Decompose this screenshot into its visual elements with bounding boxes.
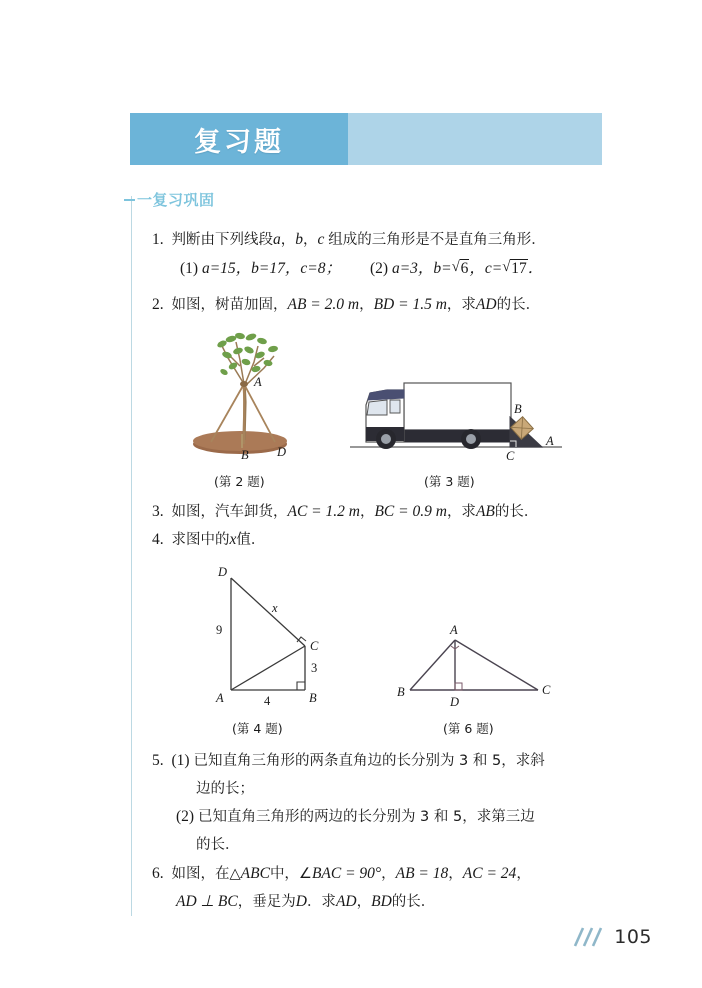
figure-6-label-a: A [450,623,458,637]
figure-3-label-c: C [506,449,515,463]
problem-4-text-2: 值． [236,532,266,548]
figure-3-truck [346,365,566,470]
page-footer [569,926,652,948]
figure-4-value-x: x [272,601,278,615]
footer-stripes-icon [569,926,605,948]
problem-5-sub-2 [176,805,535,829]
problem-5-number: 5. [152,752,164,769]
problem-6-number: 6. [152,865,164,882]
problem-6-line-1-e: ， [381,866,396,882]
left-margin-rule [131,196,132,916]
problem-2-math-2: BD = 1.5 m [373,296,447,313]
problem-6-line-2-f: ， [356,894,372,910]
figure-2-label-d: D [277,445,287,459]
problem-1-sub-1-c: c=8； [300,260,341,277]
problem-6-line-2-h: 的长． [391,894,436,910]
problem-3 [152,500,538,524]
problem-6-line-1-b: ABC [240,865,270,882]
figure-4-label-d: D [218,565,228,579]
tree-foliage [216,332,278,376]
problem-2-text-1: 如图，树苗加固， [171,297,288,313]
problem-1-sub-2-b-post: ， [469,260,485,277]
problem-5-sub-2-label: (2) [176,808,195,825]
figure-6-label-c: C [542,683,551,697]
problem-3-text-1: 如图，汽车卸货， [171,504,288,520]
figure-4-value-ad: 9 [216,623,223,637]
problem-5 [152,749,545,773]
figure-4-label-a: A [216,691,224,705]
right-angle-mark-b [297,682,305,690]
problem-3-text-2: ， [359,504,375,520]
segment-ac [231,646,305,690]
problem-1-sub-2-a: a=3， [391,260,434,277]
right-angle-mark-d [455,683,462,690]
problem-1-comma-2: ， [303,232,318,248]
problem-6-line-2-d: ．求 [306,894,336,910]
problem-3-math-1: AC = 1.2 m [287,503,360,520]
problem-6-line-2-a: AD ⊥ BC [176,893,238,910]
problem-1-stem-a: 判断由下列线段 [171,232,273,248]
problem-5-sub-1-label: (1) [171,752,190,769]
problem-3-text-4: 的长． [494,504,539,520]
figure-2-caption: (第 2 题) [214,474,265,489]
figure-4-value-ab: 4 [264,694,271,708]
cargo-underbody [404,430,511,442]
problem-6-line-1-a: 如图，在△ [171,866,241,882]
problem-5-sub-1-cont [196,777,254,801]
figure-2-label-b: B [241,448,249,462]
figure-3-svg [346,365,566,465]
front-hub [381,434,391,444]
problem-1-sub-2-label: (2) [370,260,389,277]
problem-3-math-3: AB [475,503,495,520]
problem-5-sub-1-line-2: 边的长； [196,781,254,797]
problem-4-text-1: 求图中的 [171,532,230,548]
problem-6-line-2-b: ，垂足为 [237,894,296,910]
section-heading-label: 一复习巩固 [137,191,215,209]
problem-2-text-2: ， [359,297,374,313]
problem-2-number: 2. [152,296,164,313]
figure-3-caption: (第 3 题) [424,474,475,489]
page-title: 复习题 [194,126,284,158]
problem-6-line-1-f: AB = 18 [395,865,449,882]
problem-4-number: 4. [152,531,164,548]
problem-4-math-1: x [229,531,237,548]
figure-6-svg [392,618,552,710]
segment-ac [455,640,538,690]
problem-1 [152,228,546,252]
problem-2-text-3: ，求 [446,297,476,313]
figure-3-label-b: B [514,402,522,416]
problem-6-line-1-c: 中，∠ [269,866,312,882]
problem-1-number: 1. [152,231,164,248]
problem-2-math-1: AB = 2.0 m [287,296,360,313]
problem-6-line-1-h: AC = 24 [462,865,517,882]
figure-6-label-d: D [450,695,460,709]
problem-1-var-a: a [273,231,281,248]
problem-4 [152,528,265,552]
problem-5-sub-2-line-1: 已知直角三角形的两边的长分别为 3 和 5，求第三边 [197,809,535,825]
figure-6-label-b: B [397,685,405,699]
problem-6-line-1-d: BAC = 90° [311,865,382,882]
problem-1-sub-1-b: b=17， [251,260,301,277]
problem-6-line-2-c: D [295,893,307,910]
figure-4-label-b: B [309,691,317,705]
figure-2-label-a: A [254,375,262,389]
problem-1-sqrt-6-radicand: 6 [460,260,469,277]
problem-2 [152,293,540,317]
figure-3-label-a: A [546,434,554,448]
figure-6-caption: (第 6 题) [443,721,494,736]
problem-2-math-3: AD [475,296,497,313]
problem-1-sub-2-c-post: ． [527,260,544,277]
figure-2-svg [178,322,308,472]
problem-3-text-3: ，求 [446,504,476,520]
ground-mound-top [193,431,287,451]
banner-right-block [348,113,602,165]
figure-4-svg [198,562,338,710]
cab-roof [368,390,404,400]
problem-1-var-c: c [317,231,325,248]
segment-ba [410,640,455,690]
problem-2-text-4: 的长． [496,297,541,313]
problem-3-math-2: BC = 0.9 m [374,503,447,520]
figure-4-label-c: C [310,639,319,653]
figure-2-sapling [178,322,308,477]
problem-1-comma-1: ， [280,232,296,248]
problem-1-stem-b: 组成的三角形是不是直角三角形． [328,232,546,248]
problem-1-sqrt-6 [452,257,470,281]
problem-6-line-2-g: BD [371,893,392,910]
chapter-banner [130,113,602,165]
problem-1-sub-2-c-pre: c= [484,260,503,277]
cargo-box [404,383,511,430]
problem-6 [152,862,531,886]
rear-hub [466,434,476,444]
right-angle-mark-c [297,637,306,642]
section-heading [124,189,215,210]
tie-knot [240,381,248,387]
problem-1-sqrt-17-radicand: 17 [511,260,527,277]
problem-1-sub-2-b-pre: b= [433,260,452,277]
problem-6-line-1-i: ， [516,866,531,882]
problem-6-line-2 [176,890,435,914]
problem-1-sub-2 [370,257,543,281]
figure-4-value-cb: 3 [311,661,318,675]
problem-3-number: 3. [152,503,164,520]
figure-4-geometry [198,562,338,715]
segment-dc [231,578,305,646]
problem-6-line-2-e: AD [335,893,357,910]
problem-1-var-b: b [295,231,303,248]
banner-left-block [130,113,348,165]
problem-1-sqrt-17 [502,257,528,281]
problem-1-sub-1-a: a=15， [201,260,252,277]
problem-6-line-1-g: ， [448,866,463,882]
problem-1-sub-1-label: (1) [180,260,199,277]
problem-5-sub-2-line-2: 的长． [196,837,240,853]
page-number: 105 [614,926,652,948]
problem-5-sub-2-cont [196,833,240,857]
figure-4-caption: (第 4 题) [232,721,283,736]
problem-1-sub-1 [180,257,341,281]
figure-6-triangle [392,618,552,715]
section-dash-icon [124,199,135,201]
windshield [367,400,387,415]
side-window [390,400,400,413]
problem-5-sub-1-line-1: 已知直角三角形的两条直角边的长分别为 3 和 5，求斜 [193,753,545,769]
